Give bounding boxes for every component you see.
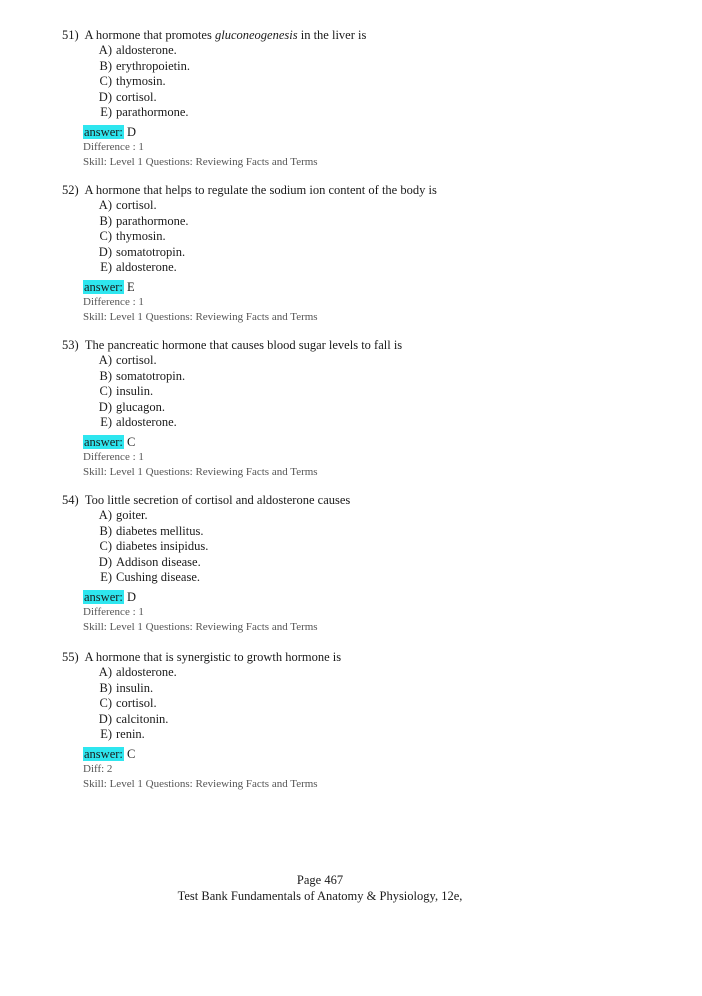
answer-line — [62, 746, 662, 762]
difficulty: Difference : 1 — [83, 295, 144, 308]
option-b: B) erythropoietin. — [99, 58, 190, 73]
option-e: E) aldosterone. — [100, 260, 177, 274]
option-e: E) aldosterone. — [100, 415, 177, 429]
question-number: 53) — [62, 338, 79, 352]
answer-label: answer: — [84, 589, 123, 604]
option-a: A) goiter. — [98, 508, 148, 522]
option-e: E) renin. — [100, 727, 145, 741]
book-title: Test Bank Fundamentals of Anatomy & Physiology, 12e, — [177, 889, 463, 903]
option-d: D) somatotropin. — [98, 244, 186, 259]
question-number: 51) — [62, 28, 79, 42]
answer-label: answer: — [84, 124, 123, 139]
option-a: A) cortisol. — [98, 353, 157, 367]
question-54 — [62, 492, 662, 635]
question-51 — [62, 27, 662, 170]
question-text-end: in the liver is — [297, 28, 367, 42]
difficulty: Difference : 1 — [83, 140, 144, 153]
question-number: 54) — [62, 493, 79, 507]
question-52 — [62, 182, 662, 325]
question-stem — [62, 492, 662, 508]
option-c: C) diabetes insipidus. — [99, 539, 209, 553]
question-53 — [62, 337, 662, 480]
option-list — [62, 353, 662, 431]
question-stem — [62, 337, 662, 353]
option-list — [62, 508, 662, 586]
option-a: A) aldosterone. — [98, 43, 177, 57]
option-c: C) insulin. — [99, 384, 154, 398]
option-list — [62, 198, 662, 276]
option-b: B) diabetes mellitus. — [99, 523, 204, 538]
difficulty: Difference : 1 — [83, 605, 144, 618]
skill: Skill: Level 1 Questions: Reviewing Facts and Terms — [83, 465, 318, 478]
option-list — [62, 665, 662, 743]
answer-value: C — [123, 434, 136, 449]
question-text: A hormone that is synergistic to growth hormone is — [84, 650, 342, 664]
option-d: D) cortisol. — [98, 89, 157, 104]
question-text: The pancreatic hormone that causes blood sugar levels to fall is — [84, 338, 403, 352]
answer-line — [62, 279, 662, 295]
option-d: D) calcitonin. — [98, 711, 169, 726]
option-c: C) thymosin. — [99, 74, 166, 88]
option-d: D) glucagon. — [98, 399, 165, 414]
question-number: 52) — [62, 183, 79, 197]
answer-line — [62, 589, 662, 605]
option-c: C) cortisol. — [99, 696, 157, 710]
question-text-italic: gluconeogenesis — [214, 28, 298, 42]
answer-label: answer: — [84, 746, 123, 761]
skill: Skill: Level 1 Questions: Reviewing Facts and Terms — [83, 620, 318, 633]
page-number: Page 467 — [296, 873, 344, 887]
skill: Skill: Level 1 Questions: Reviewing Facts and Terms — [83, 155, 318, 168]
answer-line — [62, 124, 662, 140]
answer-line — [62, 434, 662, 450]
option-b: B) insulin. — [99, 680, 154, 695]
answer-value: C — [123, 746, 136, 761]
question-text: A hormone that promotes — [84, 28, 215, 42]
option-e: E) Cushing disease. — [100, 570, 201, 584]
question-stem — [62, 649, 662, 665]
question-stem — [62, 27, 662, 43]
answer-value: D — [123, 124, 137, 139]
option-e: E) parathormone. — [100, 105, 189, 119]
difficulty: Difference : 1 — [83, 450, 144, 463]
answer-value: D — [123, 589, 137, 604]
answer-label: answer: — [84, 279, 123, 294]
difficulty: Diff: 2 — [83, 762, 113, 775]
answer-label: answer: — [84, 434, 123, 449]
question-text: A hormone that helps to regulate the sodium ion content of the body is — [84, 183, 437, 197]
answer-value: E — [123, 279, 135, 294]
question-stem — [62, 182, 662, 198]
question-55 — [62, 649, 662, 792]
option-b: B) parathormone. — [99, 213, 189, 228]
option-a: A) aldosterone. — [98, 665, 177, 679]
question-number: 55) — [62, 650, 79, 664]
option-d: D) Addison disease. — [98, 554, 201, 569]
option-b: B) somatotropin. — [99, 368, 186, 383]
option-a: A) cortisol. — [98, 198, 157, 212]
skill: Skill: Level 1 Questions: Reviewing Facts and Terms — [83, 310, 318, 323]
option-c: C) thymosin. — [99, 229, 166, 243]
skill: Skill: Level 1 Questions: Reviewing Facts and Terms — [83, 777, 318, 790]
option-list — [62, 43, 662, 121]
question-text: Too little secretion of cortisol and aldosterone causes — [84, 493, 351, 507]
